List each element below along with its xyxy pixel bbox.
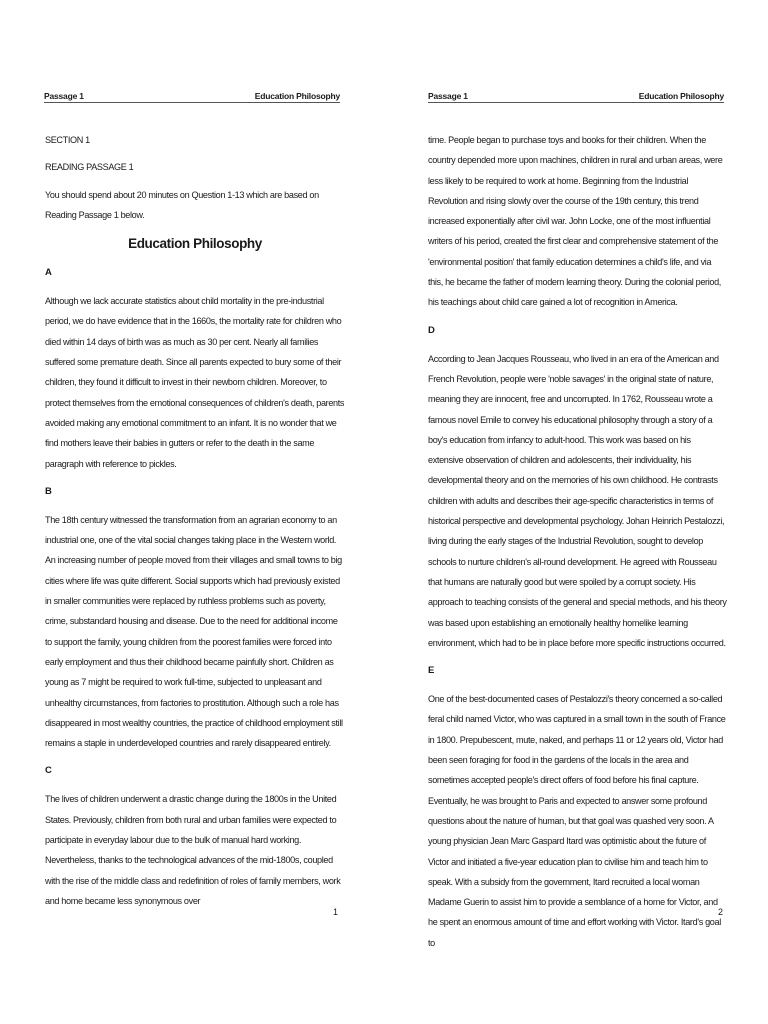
running-header — [44, 88, 340, 103]
page-number: 1 — [333, 907, 339, 917]
reading-passage-label: READING PASSAGE 1 — [45, 162, 134, 173]
page-2 — [384, 0, 768, 1024]
section-letter-a: A — [45, 267, 52, 279]
page-number: 2 — [718, 907, 724, 917]
header-title-label: Education Philosophy — [254, 91, 340, 101]
paragraph-d: According to Jean Jacques Rousseau, who lived in an era of the American and French Revolution, people were 'noble savages' in the original state of nature, meaning they are innocent, free and uncorrupted. In 1762, Rousseau wrote a famous novel Emile to convey his educational philosophy through a story of a boy's education from infancy to adult-hood. This work was based on his extensive observation of children and adolescents, their individuality, his developmental theory and on the memories of his own childhood. He contrasts children with adults and describes their age-specific characteristics in terms of historical perspective and developmental psychology. Johan Heinrich Pestalozzi, living during the early stages of the Industrial Revolution, sought to develop schools to nurture children's all-round development. He agreed with Rousseau that humans are naturally good but were spoiled by a corrupt society. His approach to teaching consists of the general and special methods, and his theory was based upon establishing an emotionally healthy homelike learning environment, which had to be in place before more specific instructions occurred. — [428, 353, 727, 648]
section-label: SECTION 1 — [45, 135, 90, 145]
paragraph-b: The 18th century witnessed the transformation from an agrarian economy to an industrial one, one of the vital social changes taking place in the Western world. An increasing number of people moved from their villages and small towns to big cities where life was quite different. Social supports which had previously existed in smaller communities were replaced by ruthless problems such as poverty, crime, substandard housing and disease. Due to the need for additional income to support the family, young children from the poorest families were forced into early employment and thus their childhood became painfully short. Children as young as 7 might be required to work full-time, subjected to unpleasant and unhealthy circumstances, from factories to prostitution. Although such a role has disappeared in most wealthy countries, the practice of childhood employment still remains a staple in underdeveloped countries and rarely disappeared entirely. — [45, 514, 343, 749]
section-letter-c: C — [45, 765, 52, 777]
section-letter-b: B — [45, 485, 52, 497]
section-letter-e: E — [428, 665, 434, 677]
paragraph-e: One of the best-documented cases of Pestalozzi's theory concerned a so-called feral child named Victor, who was captured in a small town in the south of France in 1800. Prepubescent, mute, naked, and perhaps 11 or 12 years old, Victor had been seen foraging for food in the gardens of the locals in the area and sometimes accepted people's direct offers of food before his final capture. Eventually, he was brought to Paris and expected to answer some profound questions about the nature of human, but that goal was quashed very soon. A young physician Jean Marc Gaspard Itard was optimistic about the future of Victor and initiated a five-year education plan to civilise him and teach him to speak. With a subsidy from the government, Itard recruited a local woman Madame Guerin to assist him to provide a semblance of a home for Victor, and he spent an enormous amount of time and effort working with Victor. Itard's goal to — [428, 694, 726, 948]
page-2-content — [428, 130, 728, 953]
header-passage-label: Passage 1 — [44, 91, 84, 101]
passage-title: Education Philosophy — [128, 236, 262, 252]
running-header — [428, 88, 724, 103]
instruction-text: You should spend about 20 minutes on Question 1-13 which are based on Reading Passage 1 below. — [45, 189, 319, 220]
header-title-label: Education Philosophy — [638, 91, 724, 101]
paragraph-a: Although we lack accurate statistics about child mortality in the pre-industrial period, we do have evidence that in the 1660s, the mortality rate for children who died within 14 days of birth was as much as 30 per cent. Nearly all families suffered some premature death. Since all parents expected to bury some of their children, they found it difficult to invest in their newborn children. Moreover, to protect themselves from the emotional consequences of children's death, parents avoided making any emotional commitment to an infant. It is no wonder that we find mothers leave their babies in gutters or refer to the death in the same paragraph with reference to pickles. — [45, 296, 345, 469]
header-passage-label: Passage 1 — [428, 91, 468, 101]
page-1-content — [45, 130, 345, 911]
paragraph-c-continued: time. People began to purchase toys and books for their children. When the country depended more upon machines, children in rural and urban areas, were less likely to be required to work at home. Beginning from the Industrial Revolution and rising slowly over the course of the 19th century, this trend increased exponentially after civil war. John Locke, one of the most influential writers of his period, created the first clear and comprehensive statement of the 'environmental position' that family education determines a child's life, and via this, he became the father of modern learning theory. During the colonial period, his teachings about child care gained a lot of recognition in America. — [428, 135, 723, 308]
paragraph-c: The lives of children underwent a drastic change during the 1800s in the United States. Previously, children from both rural and urban families were expected to participate in everyday labour due to the bulk of manual hard working. Nevertheless, thanks to the technological advances of the mid-1800s, coupled with the rise of the middle class and redefinition of roles of family members, work and home became less synonymous over — [45, 794, 341, 906]
section-letter-d: D — [428, 324, 435, 336]
